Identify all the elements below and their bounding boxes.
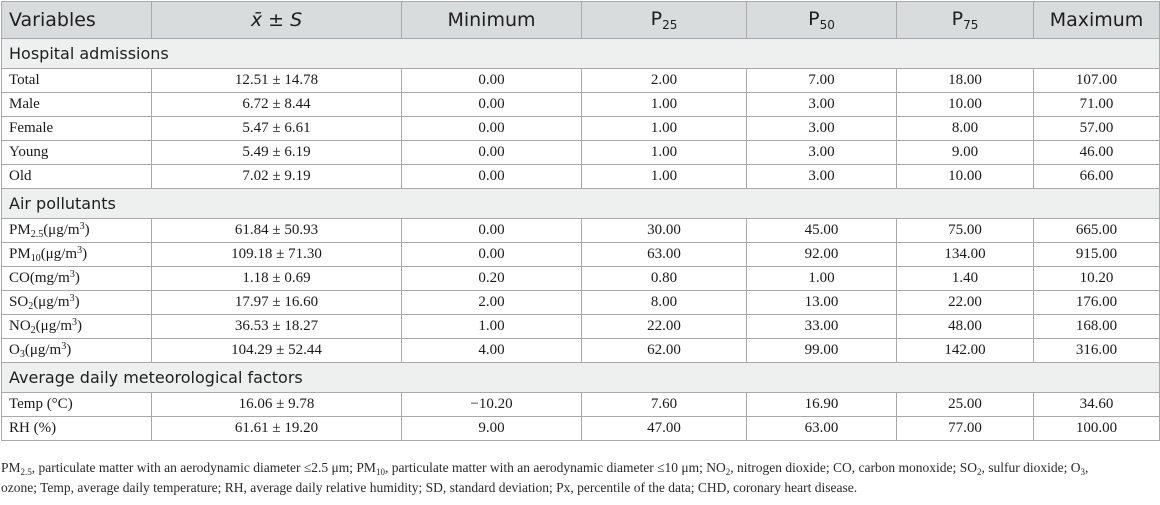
cell-minimum: 2.00 bbox=[402, 291, 582, 315]
cell-mean-sd: 109.18 ± 71.30 bbox=[152, 243, 402, 267]
row-label: $SO_2(\mu g/m^3)$ bbox=[2, 291, 152, 315]
row-label: $NO_2(\mu g/m^3)$ bbox=[2, 315, 152, 339]
table-footnote: $PM_{2.5}$, particulate matter with an aerodynamic diameter ≤2.5 μm; $PM_{10}$, particulate matter with an aerodynamic diameter ≤10 μm; $NO_2$, nitrogen dioxide; CO, carbon monoxide; $SO_2$, sulfur dioxide; $O_3$, ozone; Temp, average daily temperature; RH, average daily relative humidity; SD, standard deviation; Px, percentile of the data; CHD, coronary heart disease. bbox=[1, 460, 1089, 495]
row-label: RH (%) bbox=[2, 417, 152, 441]
header-p50-sub: 50 bbox=[819, 18, 835, 32]
header-mean-symbol: x̄ bbox=[250, 9, 263, 31]
cell-p75: 9.00 bbox=[897, 141, 1034, 165]
table-row bbox=[2, 315, 1160, 339]
cell-mean-sd: 5.47 ± 6.61 bbox=[152, 117, 402, 141]
cell-p50: 45.00 bbox=[747, 219, 897, 243]
table-row bbox=[2, 243, 1160, 267]
cell-p50: 13.00 bbox=[747, 291, 897, 315]
header-maximum: Maximum bbox=[1034, 2, 1160, 39]
cell-p75: 25.00 bbox=[897, 393, 1034, 417]
cell-p50: 3.00 bbox=[747, 93, 897, 117]
cell-p25: 1.00 bbox=[582, 93, 747, 117]
cell-mean-sd: 12.51 ± 14.78 bbox=[152, 69, 402, 93]
cell-p75: 48.00 bbox=[897, 315, 1034, 339]
table-row bbox=[2, 339, 1160, 363]
table-row bbox=[2, 417, 1160, 441]
cell-p50: 7.00 bbox=[747, 69, 897, 93]
cell-minimum: 0.00 bbox=[402, 243, 582, 267]
table-row bbox=[2, 93, 1160, 117]
cell-p50: 3.00 bbox=[747, 117, 897, 141]
section-row-hospital-admissions bbox=[2, 39, 1160, 69]
cell-maximum: 46.00 bbox=[1034, 141, 1160, 165]
header-p50-base: P bbox=[808, 8, 820, 30]
cell-maximum: 100.00 bbox=[1034, 417, 1160, 441]
cell-p50: 3.00 bbox=[747, 165, 897, 189]
cell-maximum: 665.00 bbox=[1034, 219, 1160, 243]
cell-p25: 63.00 bbox=[582, 243, 747, 267]
cell-minimum: 0.00 bbox=[402, 117, 582, 141]
cell-mean-sd: 36.53 ± 18.27 bbox=[152, 315, 402, 339]
cell-p75: 77.00 bbox=[897, 417, 1034, 441]
cell-p25: 0.80 bbox=[582, 267, 747, 291]
cell-mean-sd: 104.29 ± 52.44 bbox=[152, 339, 402, 363]
cell-mean-sd: 17.97 ± 16.60 bbox=[152, 291, 402, 315]
cell-mean-sd: 16.06 ± 9.78 bbox=[152, 393, 402, 417]
cell-minimum: 0.00 bbox=[402, 141, 582, 165]
cell-p25: 1.00 bbox=[582, 117, 747, 141]
table-row bbox=[2, 219, 1160, 243]
table-row bbox=[2, 141, 1160, 165]
descriptive-statistics-table bbox=[1, 1, 1160, 441]
cell-p75: 8.00 bbox=[897, 117, 1034, 141]
cell-p50: 16.90 bbox=[747, 393, 897, 417]
section-title: Average daily meteorological factors bbox=[2, 363, 1160, 393]
cell-minimum: 4.00 bbox=[402, 339, 582, 363]
row-label: $PM_{10}(\mu g/m^3)$ bbox=[2, 243, 152, 267]
cell-p50: 99.00 bbox=[747, 339, 897, 363]
header-p75-base: P bbox=[951, 8, 964, 30]
cell-p75: 1.40 bbox=[897, 267, 1034, 291]
cell-minimum: 0.00 bbox=[402, 69, 582, 93]
cell-p75: 75.00 bbox=[897, 219, 1034, 243]
cell-maximum: 66.00 bbox=[1034, 165, 1160, 189]
cell-p50: 63.00 bbox=[747, 417, 897, 441]
section-row-meteorological-factors bbox=[2, 363, 1160, 393]
cell-p25: 47.00 bbox=[582, 417, 747, 441]
cell-maximum: 10.20 bbox=[1034, 267, 1160, 291]
row-label: Temp (°C) bbox=[2, 393, 152, 417]
header-minimum: Minimum bbox=[402, 2, 582, 39]
cell-maximum: 34.60 bbox=[1034, 393, 1160, 417]
cell-minimum: 1.00 bbox=[402, 315, 582, 339]
section-title: Air pollutants bbox=[2, 189, 1160, 219]
header-p25-sub: 25 bbox=[662, 18, 678, 32]
cell-minimum: −10.20 bbox=[402, 393, 582, 417]
row-label: Total bbox=[2, 69, 152, 93]
cell-minimum: 9.00 bbox=[402, 417, 582, 441]
cell-mean-sd: 1.18 ± 0.69 bbox=[152, 267, 402, 291]
cell-p25: 1.00 bbox=[582, 165, 747, 189]
cell-mean-sd: 61.61 ± 19.20 bbox=[152, 417, 402, 441]
cell-p25: 62.00 bbox=[582, 339, 747, 363]
row-label: $CO(mg/m^3)$ bbox=[2, 267, 152, 291]
cell-p25: 1.00 bbox=[582, 141, 747, 165]
header-p25 bbox=[582, 2, 747, 39]
table-row bbox=[2, 165, 1160, 189]
table-row bbox=[2, 117, 1160, 141]
cell-minimum: 0.20 bbox=[402, 267, 582, 291]
header-p75 bbox=[897, 2, 1034, 39]
header-p50 bbox=[747, 2, 897, 39]
cell-mean-sd: 6.72 ± 8.44 bbox=[152, 93, 402, 117]
header-mean-sd bbox=[152, 2, 402, 39]
cell-p75: 10.00 bbox=[897, 165, 1034, 189]
header-p25-base: P bbox=[650, 8, 663, 30]
table-row bbox=[2, 393, 1160, 417]
cell-maximum: 176.00 bbox=[1034, 291, 1160, 315]
cell-maximum: 71.00 bbox=[1034, 93, 1160, 117]
cell-p50: 33.00 bbox=[747, 315, 897, 339]
header-p75-sub: 75 bbox=[963, 18, 979, 32]
header-plus-minus: ± bbox=[262, 9, 291, 31]
cell-p75: 134.00 bbox=[897, 243, 1034, 267]
cell-maximum: 57.00 bbox=[1034, 117, 1160, 141]
section-row-air-pollutants bbox=[2, 189, 1160, 219]
cell-mean-sd: 61.84 ± 50.93 bbox=[152, 219, 402, 243]
cell-maximum: 168.00 bbox=[1034, 315, 1160, 339]
table-row bbox=[2, 69, 1160, 93]
cell-maximum: 316.00 bbox=[1034, 339, 1160, 363]
cell-p50: 1.00 bbox=[747, 267, 897, 291]
header-sd-symbol: S bbox=[290, 9, 303, 31]
cell-p75: 22.00 bbox=[897, 291, 1034, 315]
cell-minimum: 0.00 bbox=[402, 219, 582, 243]
section-title: Hospital admissions bbox=[2, 39, 1160, 69]
table-row bbox=[2, 291, 1160, 315]
cell-p75: 10.00 bbox=[897, 93, 1034, 117]
cell-p25: 2.00 bbox=[582, 69, 747, 93]
cell-p75: 142.00 bbox=[897, 339, 1034, 363]
cell-mean-sd: 7.02 ± 9.19 bbox=[152, 165, 402, 189]
cell-maximum: 915.00 bbox=[1034, 243, 1160, 267]
header-row bbox=[2, 2, 1160, 39]
cell-p25: 7.60 bbox=[582, 393, 747, 417]
table-row bbox=[2, 267, 1160, 291]
cell-p25: 22.00 bbox=[582, 315, 747, 339]
row-label: $O_3(\mu g/m^3)$ bbox=[2, 339, 152, 363]
cell-p25: 30.00 bbox=[582, 219, 747, 243]
cell-minimum: 0.00 bbox=[402, 93, 582, 117]
row-label: Female bbox=[2, 117, 152, 141]
cell-p50: 92.00 bbox=[747, 243, 897, 267]
cell-p25: 8.00 bbox=[582, 291, 747, 315]
row-label: Young bbox=[2, 141, 152, 165]
cell-minimum: 0.00 bbox=[402, 165, 582, 189]
cell-maximum: 107.00 bbox=[1034, 69, 1160, 93]
row-label: $PM_{2.5}(\mu g/m^3)$ bbox=[2, 219, 152, 243]
row-label: Old bbox=[2, 165, 152, 189]
cell-mean-sd: 5.49 ± 6.19 bbox=[152, 141, 402, 165]
cell-p75: 18.00 bbox=[897, 69, 1034, 93]
cell-p50: 3.00 bbox=[747, 141, 897, 165]
row-label: Male bbox=[2, 93, 152, 117]
header-variables: Variables bbox=[2, 2, 152, 39]
